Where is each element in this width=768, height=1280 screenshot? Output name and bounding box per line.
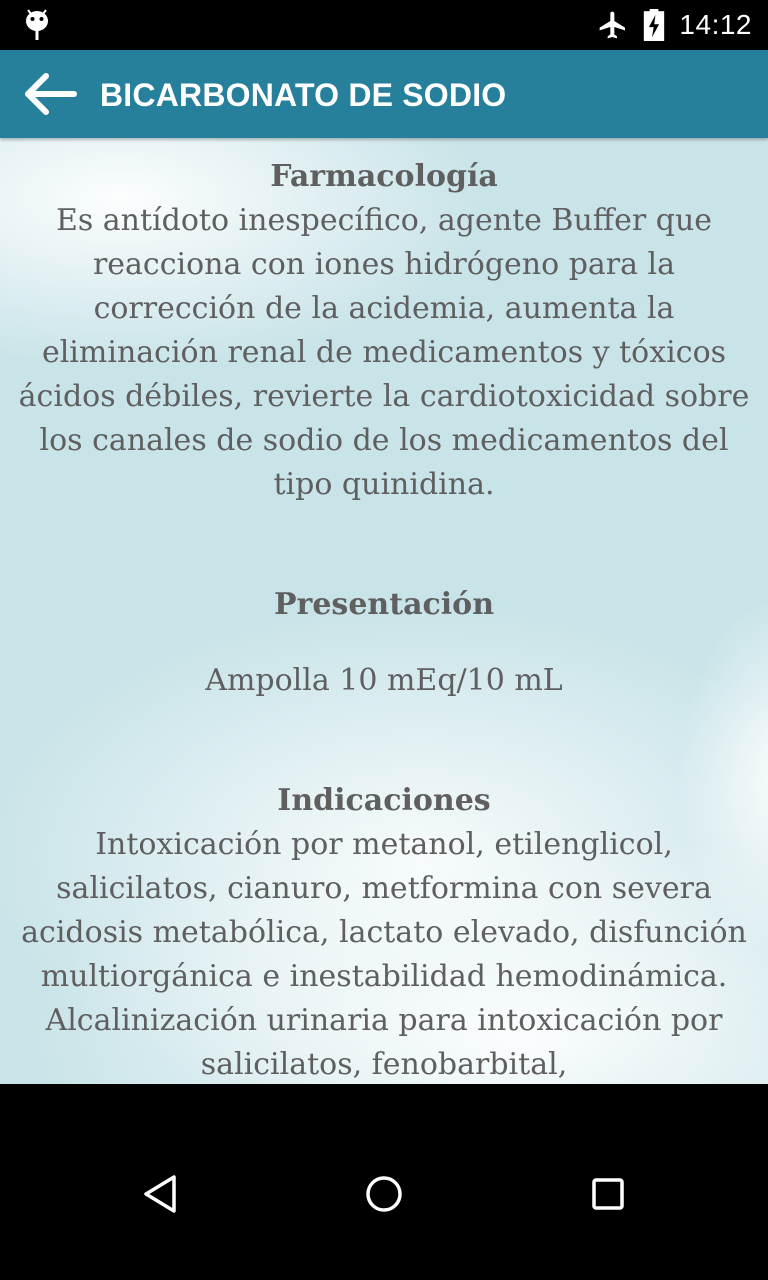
text-line: eliminación renal de medicamentos y tóxicos [41,335,727,370]
section-presentacion [0,583,768,703]
nav-back-button[interactable] [120,1154,200,1234]
section-heading: Presentación [273,587,495,622]
nav-home-button[interactable] [344,1154,424,1234]
text-line: multiorgánica e inestabilidad hemodinámica. [40,959,728,994]
status-icons [597,0,752,50]
text-line: acidosis metabólica, lactato elevado, disfunción [21,915,747,950]
section-farmacologia [0,155,768,507]
airplane-mode-icon [597,9,629,41]
status-bar [0,0,768,50]
section-indicaciones [0,779,768,1084]
text-line: corrección de la acidemia, aumenta la [93,291,675,326]
drug-detail-content[interactable] [0,138,768,1084]
app-bar [0,50,768,138]
section-heading: Indicaciones [277,783,491,818]
navigation-bar [0,1084,768,1280]
text-line: tipo quinidina. [273,467,495,502]
text-line: Intoxicación por metanol, etilenglicol, [95,827,673,862]
text-line: Es antídoto inespecífico, agente Buffer que [55,203,713,238]
section-body [0,823,768,1084]
recents-square-icon [586,1172,630,1216]
back-triangle-icon [138,1172,182,1216]
nav-recents-button[interactable] [568,1154,648,1234]
text-line: los canales de sodio de los medicamentos del [39,423,729,458]
text-line: reacciona con iones hidrógeno para la [92,247,676,282]
back-button[interactable] [16,66,84,122]
section-body: Ampolla 10 mEq/10 mL [205,663,563,698]
section-heading: Farmacología [270,159,498,194]
android-debug-icon [22,8,52,42]
text-line: salicilatos, cianuro, metformina con severa [56,871,712,906]
section-body [0,199,768,507]
arrow-left-icon [22,72,78,116]
status-clock: 14:12 [679,9,752,40]
home-circle-icon [362,1172,406,1216]
text-line: salicilatos, fenobarbital, [200,1047,568,1082]
battery-charging-icon [643,9,665,41]
page-title: BICARBONATO DE SODIO [100,77,507,113]
text-line: Alcalinización urinaria para intoxicación por [45,1003,723,1038]
text-line: ácidos débiles, revierte la cardiotoxicidad sobre [18,379,750,414]
